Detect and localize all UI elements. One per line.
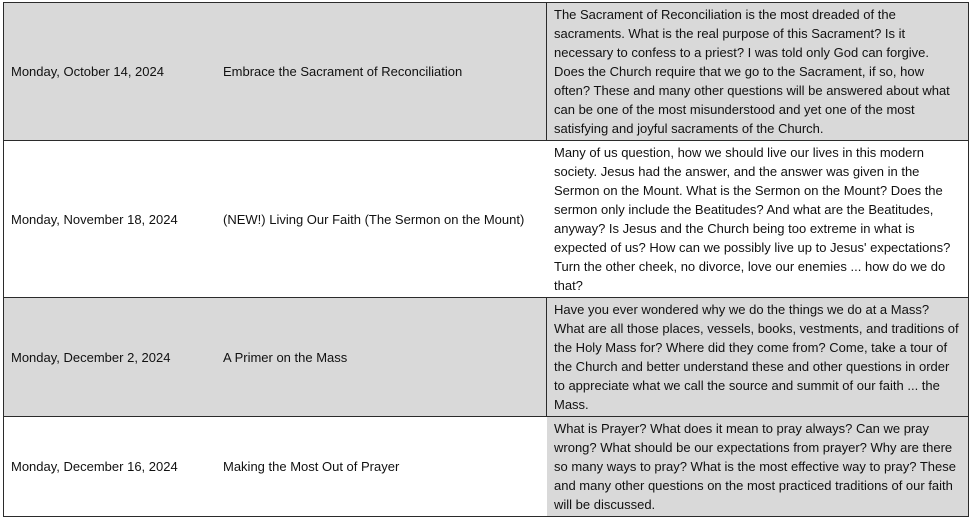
- table-row: [4, 417, 969, 517]
- table-row: [4, 3, 969, 141]
- session-date: Monday, December 16, 2024: [4, 417, 217, 517]
- session-date: Monday, October 14, 2024: [4, 3, 217, 141]
- session-description: [547, 141, 969, 298]
- session-date: Monday, November 18, 2024: [4, 141, 217, 298]
- session-title: (NEW!) Living Our Faith (The Sermon on the Mount): [216, 141, 547, 298]
- session-description: [547, 417, 969, 517]
- session-title: A Primer on the Mass: [216, 298, 547, 417]
- class-schedule-table: [3, 2, 969, 517]
- session-description-text: What is Prayer? What does it mean to pray always? Can we pray wrong? What should be our expectations from prayer? Why are there so many ways to pray? What is the most effective way to pray? These and many other questions on the most practiced traditions of our faith will be discussed.: [554, 421, 956, 512]
- session-title: Embrace the Sacrament of Reconciliation: [216, 3, 547, 141]
- session-description: [547, 3, 969, 141]
- session-description-text: Have you ever wondered why we do the things we do at a Mass? What are all those places, vessels, books, vestments, and traditions of the Holy Mass for? Where did they come from? Come, take a tour of the Church and better understand these and other questions in order to appreciate what we call the source and summit of our faith ... the Mass.: [554, 302, 959, 412]
- table-row: [4, 298, 969, 417]
- session-title: Making the Most Out of Prayer: [216, 417, 547, 517]
- table-row: [4, 141, 969, 298]
- session-description-text: The Sacrament of Reconciliation is the most dreaded of the sacraments. What is the real purpose of this Sacrament? Is it necessary to confess to a priest? I was told only God can forgive. Does the Church require that we go to the Sacrament, if so, how often? These and many other questions will be answered about what can be one of the most misunderstood and yet one of the most satisfying and joyful sacraments of the Church.: [554, 7, 950, 136]
- session-description-text: Many of us question, how we should live our lives in this modern society. Jesus had the answer, and the answer was given in the Sermon on the Mount. What is the Sermon on the Mount? Does the sermon only include the Beatitudes? And what are the Beatitudes, anyway? Is Jesus and the Church being too extreme in what is expected of us? How can we possibly live up to Jesus' expectations? Turn the other cheek, no divorce, love our enemies ... how do we do that?: [554, 145, 951, 293]
- session-date: Monday, December 2, 2024: [4, 298, 217, 417]
- session-description: [547, 298, 969, 417]
